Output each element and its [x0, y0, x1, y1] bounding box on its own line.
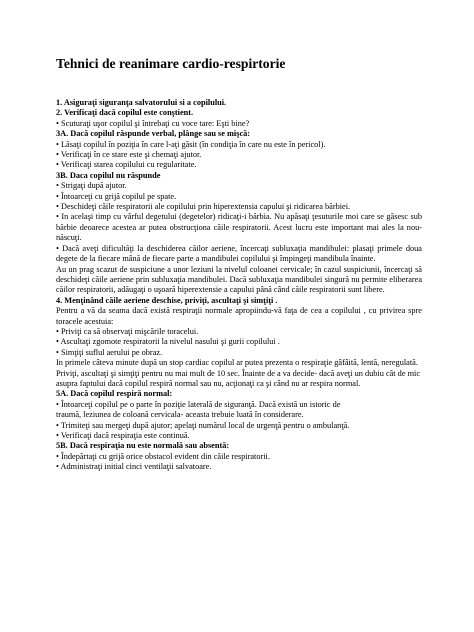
- body-paragraph: • Lăsaţi copilul în poziţia în care l-aţi găsit (în condiţia în care nu este în pericol).: [56, 139, 326, 149]
- body-paragraph: traumă, leziunea de coloană cervicala- aceasta trebuie luată în considerare.: [56, 410, 304, 420]
- body-paragraph: • Deschideţi căile respiratorii ale copilului prin hiperextensia capului şi ridicarea bărbiei.: [56, 202, 351, 212]
- body-paragraph: • Îndepărtaţi cu grijă orice obstacol evident din căile respiratorii.: [56, 451, 270, 461]
- section-heading: 2. Verificaţi dacă copilul este conştient.: [56, 108, 194, 118]
- document-title: Tehnici de reanimare cardio-respirtorie: [56, 56, 286, 71]
- body-paragraph: Au un prag scazut de suspiciune a unor leziuni la nivelul coloanei cervicale; în cazul suspiciunii, încercaţi să deschideţi căile aeriene prin subluxaţia mandibulei. Dacă subluxaţia mandibulei singură nu permite eliberarea căilor respiratorii, adăugaţi o uşoară hiperextensie a capului până când căile respiratorii sunt libere.: [56, 264, 422, 295]
- body-paragraph: • Trimiteţi sau mergeţi după ajutor; apelaţi numărul local de urgenţă pentru o ambulanţă.: [56, 420, 350, 430]
- body-paragraph: • Priviţi ca să observaţi mişcările toracelui.: [56, 326, 199, 336]
- body-paragraph: asupra faptului dacă copilul respiră normal sau nu, acţionaţi ca şi când nu ar respira normal.: [56, 378, 361, 388]
- body-paragraph: Priviţi, ascultaţi şi simţiţi pentru nu mai mult de 10 sec. Înainte de a va decide- dacă aveţi un dubiu cât de mic: [56, 368, 421, 378]
- section-heading: 4. Menţinând căile aeriene deschise, priviţi, ascultaţi şi simţiţi .: [56, 295, 278, 305]
- document-body: [56, 98, 422, 473]
- section-heading: 5A. Dacă copilul respiră normal:: [56, 389, 173, 399]
- section-heading: 3A. Dacă copilul răspunde verbal, plânge sau se mişcă:: [56, 129, 251, 139]
- body-paragraph: • Verificaţi starea copilului cu regularitate.: [56, 160, 197, 170]
- body-paragraph: • Scuturaţi uşor copilul şi întrebaţi cu voce tare: Eşti bine?: [56, 118, 250, 128]
- body-paragraph: In primele câteva minute după un stop cardiac copilul ar putea prezenta o respiraţie gâfâită, lentă, neregulată.: [56, 358, 418, 368]
- body-paragraph: • Verificaţi în ce stare este şi chemaţi ajutor.: [56, 150, 202, 160]
- body-paragraph: Pentru a vă da seama dacă există respiraţii normale apropiindu-vă faţa de cea a copilului , cu privirea spre toracele acestuia:: [56, 306, 422, 326]
- section-heading: 3B. Daca copilul nu răspunde: [56, 170, 161, 180]
- body-paragraph: • Strigaţi după ajutor.: [56, 181, 127, 191]
- body-paragraph: • Simţiţi suflul aerului pe obraz.: [56, 347, 163, 357]
- body-paragraph: • Întoarceţi cu grijă copilul pe spate.: [56, 191, 177, 201]
- body-paragraph: • Întoarceţi copilul pe o parte în poziţie laterală de siguranţă. Dacă există un istoric de: [56, 399, 341, 409]
- body-paragraph: • Verificaţi dacă respiraţia este continuă.: [56, 431, 190, 440]
- body-paragraph: • Ascultaţi zgomote respiratorii la nivelul nasului şi gurii copilului .: [56, 337, 280, 347]
- body-paragraph: • In acelaşi timp cu vârful degetului (degetelor) ridicaţi-i bărbia. Nu apăsaţi ţesuturile moi care se găsesc sub bărbie deoarece acestea ar putea obstrucţiona căile respiratorii. Acest lucru este important mai ales la nou-născuţi.: [56, 212, 422, 243]
- body-paragraph: • Administraţi initial cinci ventilaţii salvatoare.: [56, 462, 212, 472]
- body-paragraph: • Dacă aveţi dificultăţi la deschiderea căilor aeriene, încercaţi subluxaţia mandibulei: plasaţi primele doua degete de la fiecare mână de fiecare parte a mandibulei copilului şi împingeţi mandibula înainte.: [56, 243, 422, 264]
- section-heading: 1. Asiguraţi siguranţa salvatorului si a copilului.: [56, 98, 227, 107]
- section-heading: 5B. Dacă respiraţia nu este normală sau absentă:: [56, 441, 230, 451]
